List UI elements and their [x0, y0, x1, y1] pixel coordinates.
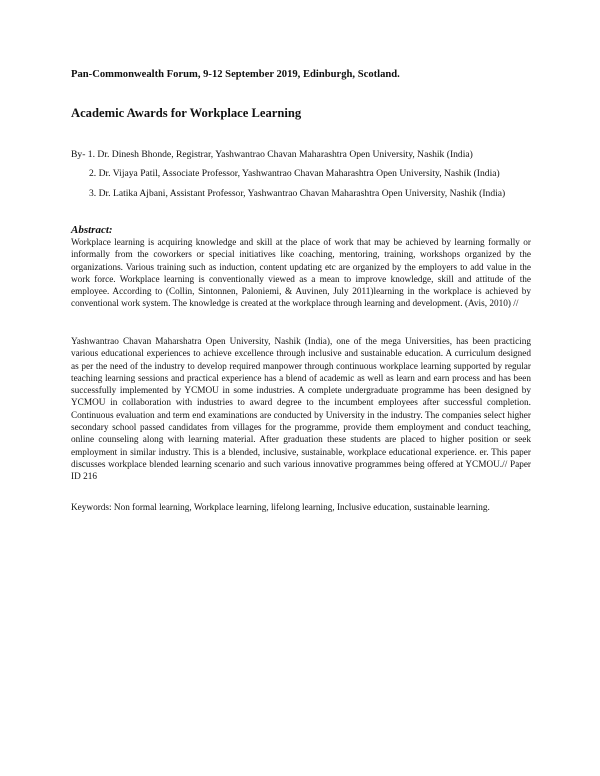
keywords: Keywords: Non formal learning, Workplace learning, lifelong learning, Inclusive education, sustainable learning.	[71, 503, 490, 513]
abstract-heading: Abstract:	[71, 224, 113, 236]
abstract-paragraph-1: Workplace learning is acquiring knowledge and skill at the place of work that may be achieved by learning formally or informally from the coworkers or special initiatives like coaching, mentoring, training, workshops organized by the organizations. Various training such as induction, content updating etc are organized by the employers to add value in the work force. Workplace learning is conventionally viewed as a mean to improve knowledge, skill and attitude of the employee. According to (Collin, Sintonnen, Paloniemi, & Auvinen, July 2011)learning in the workplace is achieved by conventional work system. The knowledge is created at the workplace through learning and development. (Avis, 2010) //	[71, 238, 531, 310]
author-3: 3. Dr. Latika Ajbani, Assistant Professor, Yashwantrao Chavan Maharashtra Open University, Nashik (India)	[89, 188, 506, 199]
forum-header: Pan-Commonwealth Forum, 9-12 September 2019, Edinburgh, Scotland.	[71, 69, 400, 80]
paper-title: Academic Awards for Workplace Learning	[71, 106, 302, 120]
author-1: By- 1. Dr. Dinesh Bhonde, Registrar, Yashwantrao Chavan Maharashtra Open University, Nashik (India)	[71, 149, 473, 160]
abstract-paragraph-2: Yashwantrao Chavan Maharshatra Open University, Nashik (India), one of the mega Universities, has been practicing various educational experiences to achieve excellence through inclusive and sustainable education. A curriculum designed as per the need of the industry to develop required manpower through continuous workplace learning supported by regular teaching learning sessions and practical experience has a blend of academic as well as learn and earn process and has been successfully implemented by YCMOU in some industries. A complete undergraduate programme has been designed by YCMOU in collaboration with industries to award degree to the incumbent employees after successful completion. Continuous evaluation and term end examinations are conducted by University in the industry. The companies select higher secondary school passed candidates from villages for the programme, provide them employment and conduct teaching, online counseling along with learning material. After graduation these students are placed to higher position or seek employment in similar industry. This is a blended, inclusive, sustainable, workplace educational experience. er. This paper discusses workplace blended learning scenario and such various innovative programmes being offered at YCMOU.// Paper ID 216	[71, 337, 531, 483]
author-2: 2. Dr. Vijaya Patil, Associate Professor, Yashwantrao Chavan Maharashtra Open University, Nashik (India)	[89, 168, 500, 179]
